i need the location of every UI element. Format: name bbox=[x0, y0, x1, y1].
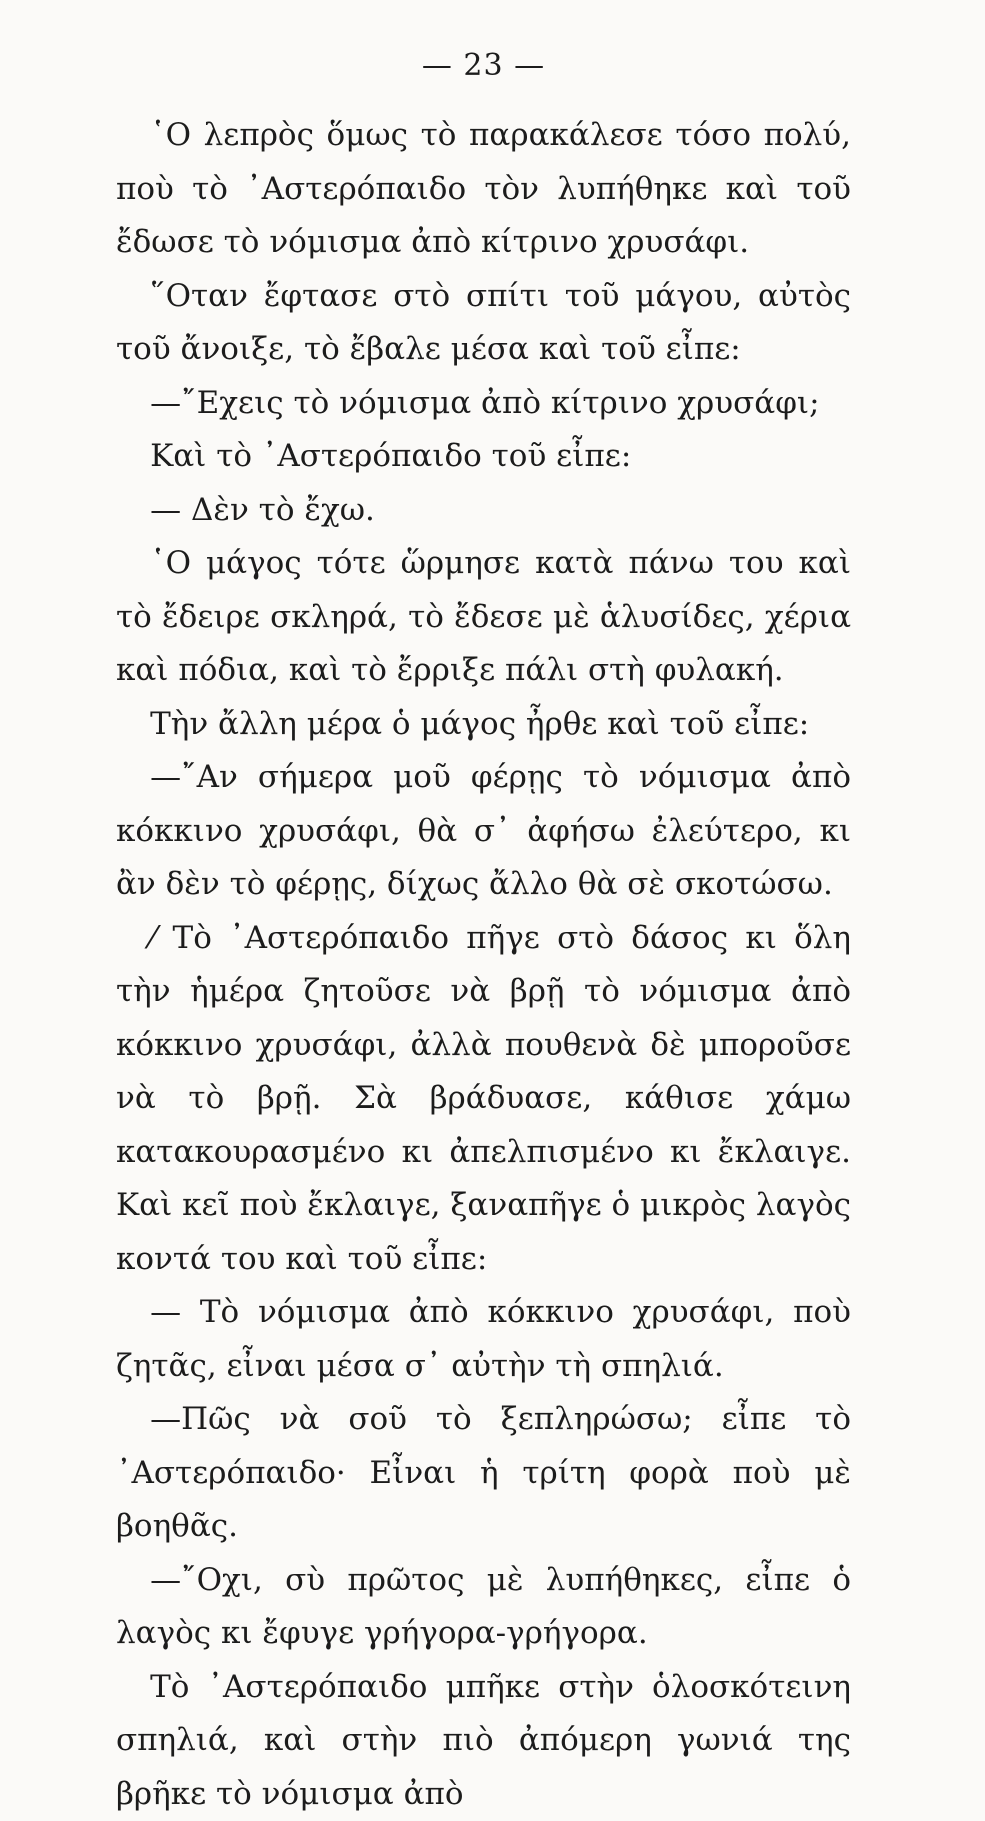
paragraph-1: ῾Ο λεπρὸς ὅμως τὸ παρακάλεσε τόσο πολύ, ποὺ τὸ ᾿Αστερόπαιδο τὸν λυπήθηκε καὶ τοῦ ἔδωσε τὸ νόμισμα ἀπὸ κίτρινο χρυσάφι. bbox=[116, 109, 851, 270]
page-number: — 23 — bbox=[116, 48, 851, 83]
paragraph-9: ⁄ Τὸ ᾿Αστερόπαιδο πῆγε στὸ δάσος κι ὅλη τὴν ἡμέρα ζητοῦσε νὰ βρῇ τὸ νόμισμα ἀπὸ κόκκινο χρυσάφι, ἀλλὰ πουθενὰ δὲ μποροῦσε νὰ τὸ βρῇ. Σὰ βράδυασε, κάθισε χάμω κατακουρασμένο κι ἀπελπισμένο κι ἔκλαιγε. Καὶ κεῖ ποὺ ἔκλαιγε, ξαναπῆγε ὁ μικρὸς λαγὸς κοντά του καὶ τοῦ εἶπε: bbox=[116, 912, 851, 1287]
paragraph-12: —῎Οχι, σὺ πρῶτος μὲ λυπήθηκες, εἶπε ὁ λαγὸς κι ἔφυγε γρήγορα-γρήγορα. bbox=[116, 1554, 851, 1661]
paragraph-13: Τὸ ᾿Αστερόπαιδο μπῆκε στὴν ὁλοσκότεινη σπηλιά, καὶ στὴν πιὸ ἀπόμερη γωνιά της βρῆκε τὸ νόμισμα ἀπὸ bbox=[116, 1661, 851, 1821]
paragraph-6: ῾Ο μάγος τότε ὥρμησε κατὰ πάνω του καὶ τὸ ἔδειρε σκληρά, τὸ ἔδεσε μὲ ἁλυσίδες, χέρια καὶ πόδια, καὶ τὸ ἔρριξε πάλι στὴ φυλακή. bbox=[116, 537, 851, 698]
paragraph-5: — Δὲν τὸ ἔχω. bbox=[116, 484, 851, 538]
body-text bbox=[116, 109, 851, 1821]
paragraph-8: —῎Αν σήμερα μοῦ φέρῃς τὸ νόμισμα ἀπὸ κόκκινο χρυσάφι, θὰ σ᾿ ἀφήσω ἐλεύτερο, κι ἂν δὲν τὸ φέρῃς, δίχως ἄλλο θὰ σὲ σκοτώσω. bbox=[116, 751, 851, 912]
paragraph-11: —Πῶς νὰ σοῦ τὸ ξεπληρώσω; εἶπε τὸ ᾿Αστερόπαιδο· Εἶναι ἡ τρίτη φορὰ ποὺ μὲ βοηθᾶς. bbox=[116, 1393, 851, 1554]
paragraph-2: ῞Οταν ἔφτασε στὸ σπίτι τοῦ μάγου, αὐτὸς τοῦ ἄνοιξε, τὸ ἔβαλε μέσα καὶ τοῦ εἶπε: bbox=[116, 270, 851, 377]
paragraph-3: —῎Εχεις τὸ νόμισμα ἀπὸ κίτρινο χρυσάφι; bbox=[116, 377, 851, 431]
paragraph-10: — Τὸ νόμισμα ἀπὸ κόκκινο χρυσάφι, ποὺ ζητᾶς, εἶναι μέσα σ᾿ αὐτὴν τὴ σπηλιά. bbox=[116, 1286, 851, 1393]
paragraph-4: Καὶ τὸ ᾿Αστερόπαιδο τοῦ εἶπε: bbox=[116, 430, 851, 484]
paragraph-7: Τὴν ἄλλη μέρα ὁ μάγος ἦρθε καὶ τοῦ εἶπε: bbox=[116, 698, 851, 752]
